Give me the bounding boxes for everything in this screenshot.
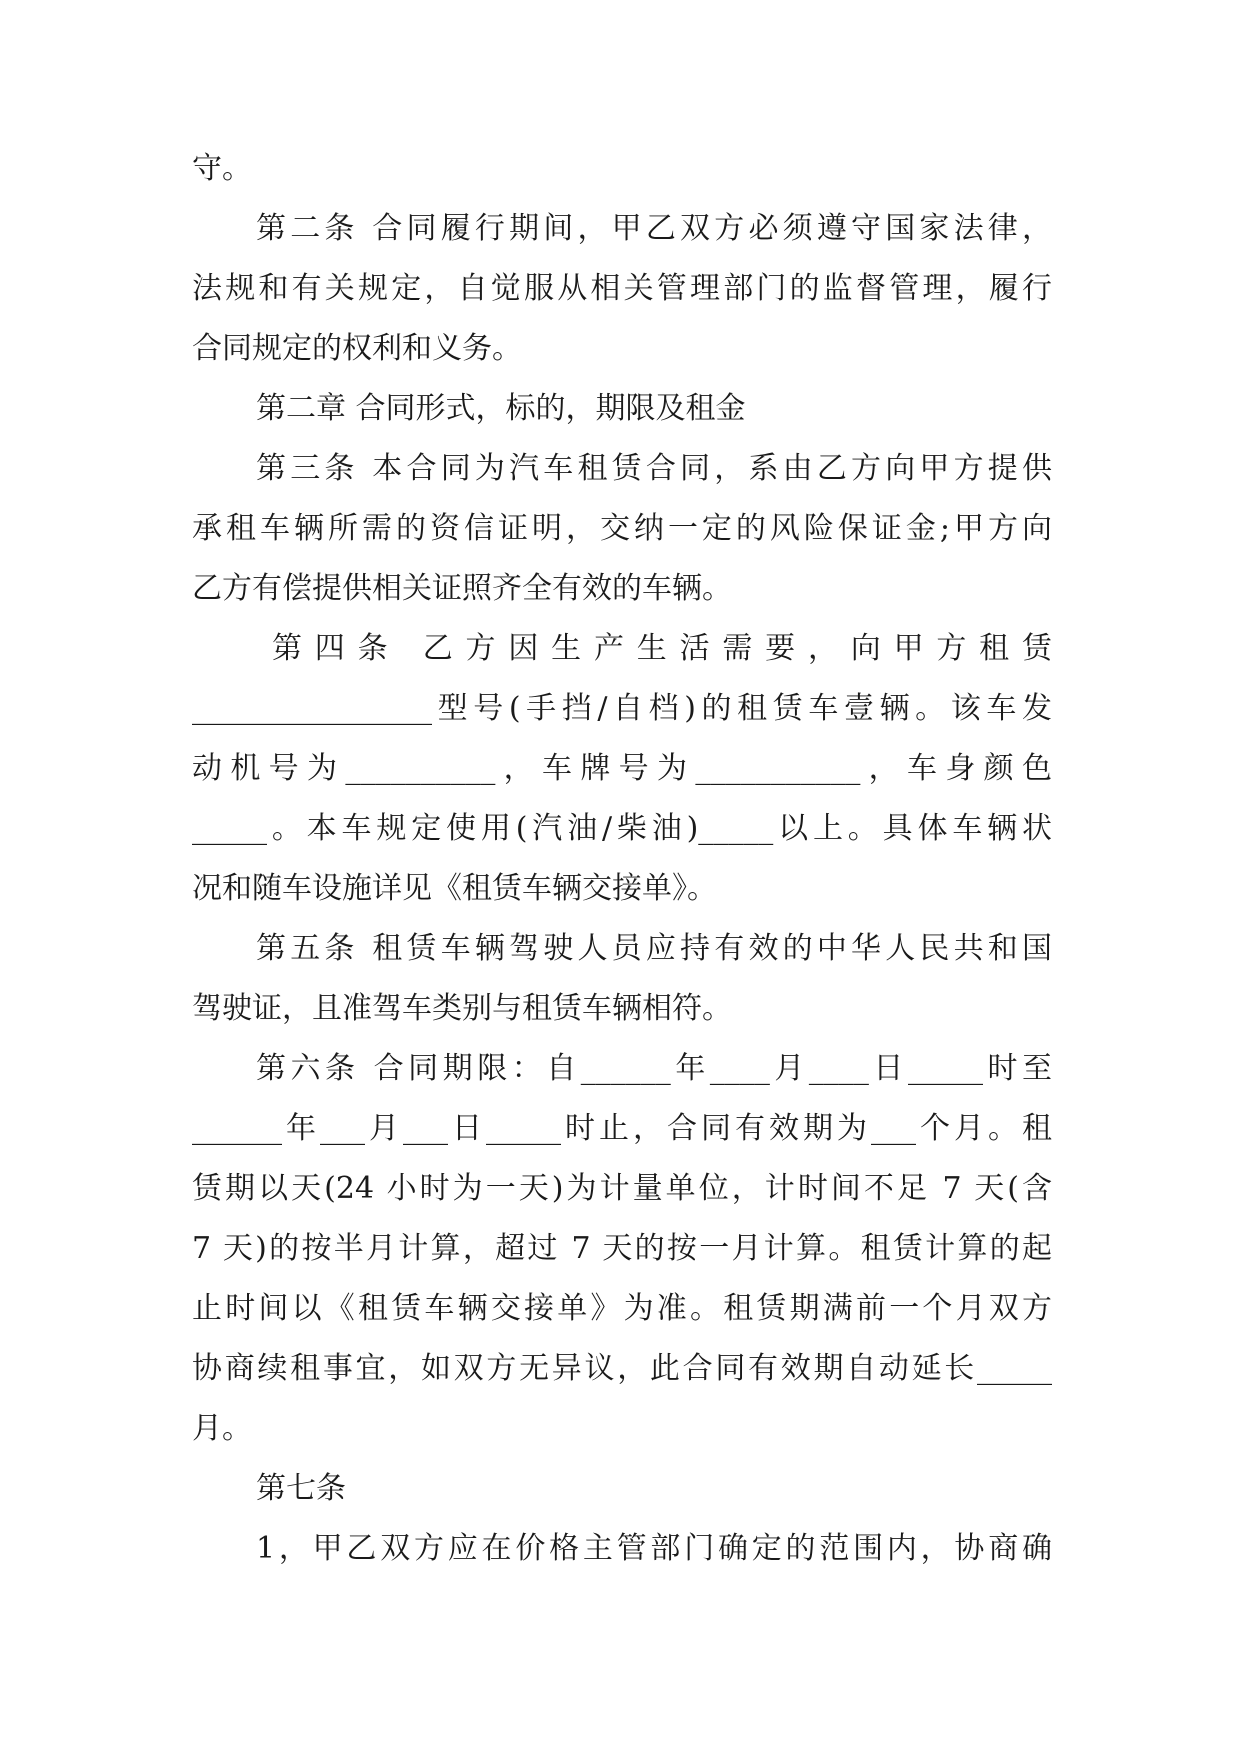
article-3-line-2: 承租车辆所需的资信证明，交纳一定的风险保证金;甲方向: [192, 511, 1052, 546]
article-4-line-5: 况和随车设施详见《租赁车辆交接单》。: [192, 871, 717, 906]
article-4-line-4: _____。本车规定使用(汽油/柴油)_____以上。具体车辆状: [192, 811, 1052, 846]
article-4-line-2: ________________型号(手挡/自档)的租赁车壹辆。该车发: [192, 691, 1052, 726]
article-7-item-1: 1，甲乙双方应在价格主管部门确定的范围内，协商确: [256, 1531, 1052, 1566]
article-4-line-1: 第四条 乙方因生产生活需要，向甲方租赁: [272, 631, 1052, 666]
article-6-line-3: 赁期以天(24 小时为一天)为计量单位，计时间不足 7 天(含: [192, 1171, 1052, 1206]
article-6-line-1: 第六条 合同期限：自______年____月____日_____时至: [256, 1051, 1052, 1086]
article-2-line-3: 合同规定的权利和义务。: [192, 331, 522, 366]
chapter-2-heading: 第二章 合同形式，标的，期限及租金: [256, 391, 746, 426]
article-2-line-1: 第二条 合同履行期间，甲乙双方必须遵守国家法律，: [256, 211, 1052, 246]
article-3-line-1: 第三条 本合同为汽车租赁合同，系由乙方向甲方提供: [256, 451, 1052, 486]
article-5-line-1: 第五条 租赁车辆驾驶人员应持有效的中华人民共和国: [256, 931, 1052, 966]
article-2-line-2: 法规和有关规定，自觉服从相关管理部门的监督管理，履行: [192, 271, 1052, 306]
article-6-line-5: 止时间以《租赁车辆交接单》为准。租赁期满前一个月双方: [192, 1291, 1052, 1326]
article-7-heading: 第七条: [256, 1471, 346, 1506]
article-4-line-3: 动机号为__________，车牌号为___________，车身颜色: [192, 751, 1052, 786]
article-6-line-7: 月。: [192, 1411, 252, 1446]
text-line-1: 守。: [192, 151, 252, 186]
article-3-line-3: 乙方有偿提供相关证照齐全有效的车辆。: [192, 571, 732, 606]
article-5-line-2: 驾驶证，且准驾车类别与租赁车辆相符。: [192, 991, 732, 1026]
article-6-line-6: 协商续租事宜，如双方无异议，此合同有效期自动延长_____: [192, 1351, 1052, 1386]
article-6-line-2: ______年___月___日_____时止，合同有效期为___个月。租: [192, 1111, 1052, 1146]
article-6-line-4: 7 天)的按半月计算，超过 7 天的按一月计算。租赁计算的起: [192, 1231, 1052, 1266]
